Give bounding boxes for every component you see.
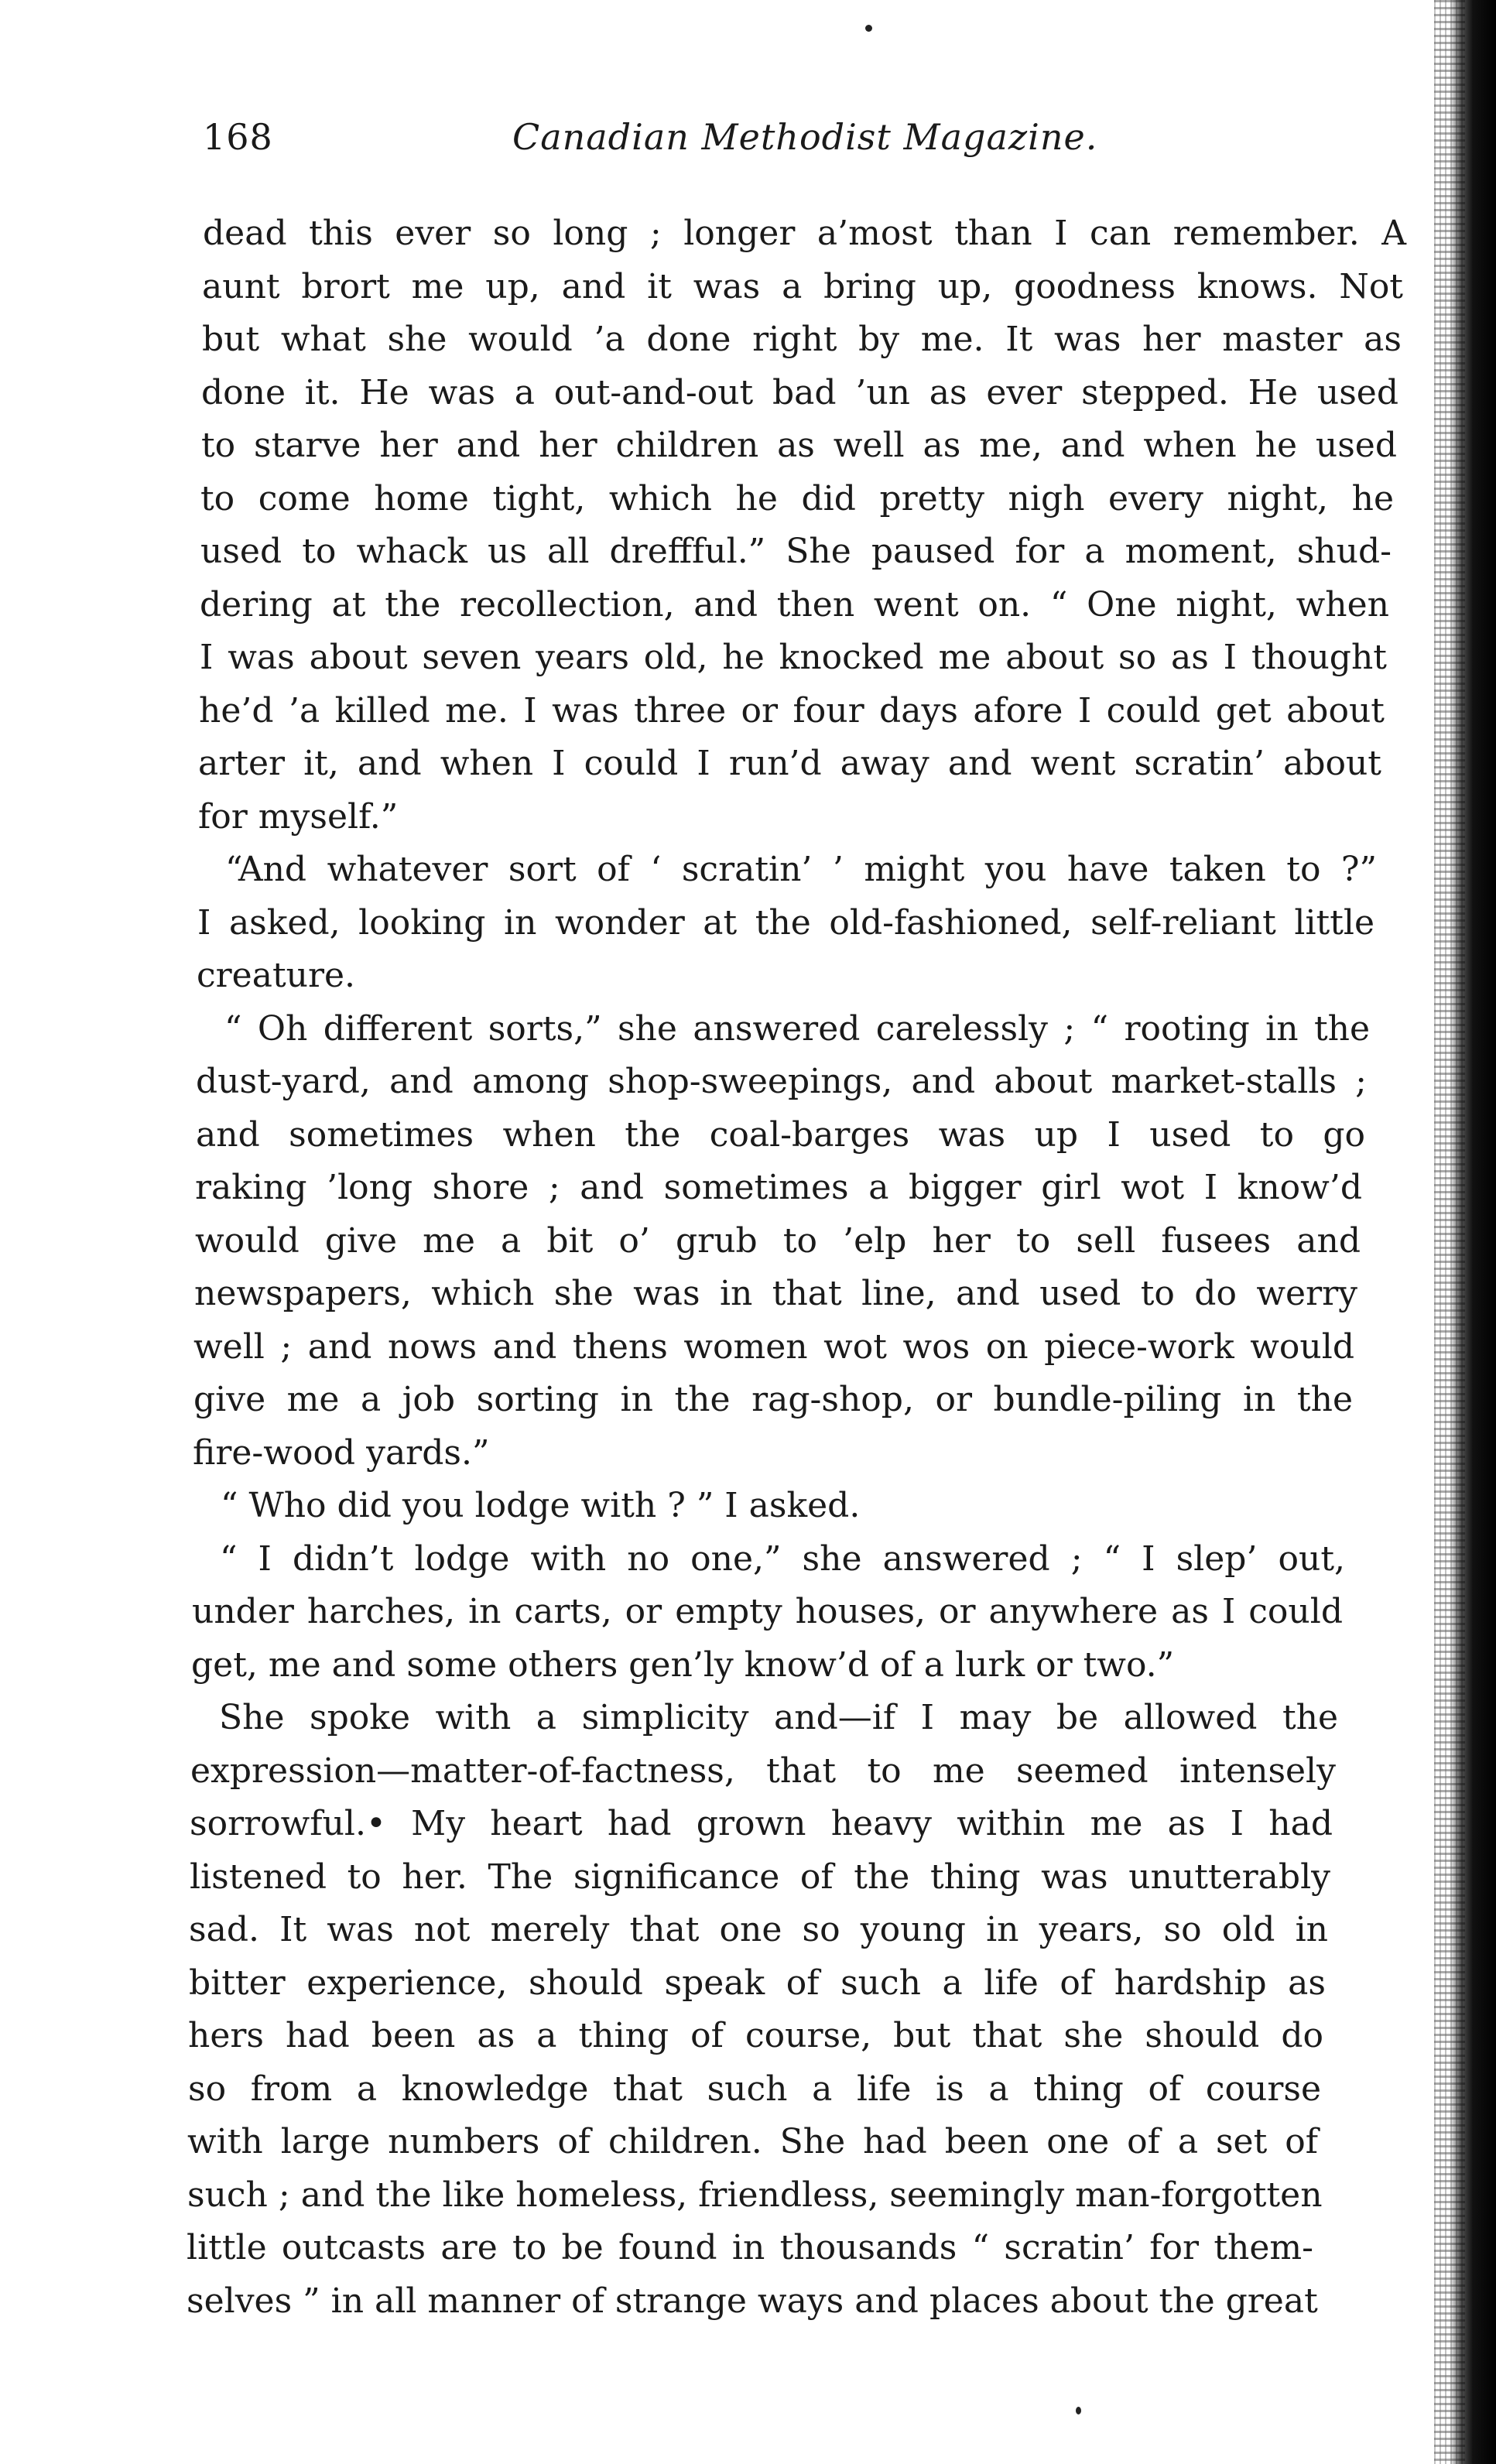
text-line: used to whack us all dreffful.” She paused for a moment, shud-: [200, 532, 1392, 571]
text-line: creature.: [197, 956, 356, 995]
text-line: sorrowful.• My heart had grown heavy within me as I had: [190, 1804, 1333, 1843]
text-line: but what she would ’a done right by me. It was her master as: [202, 320, 1402, 359]
text-line: so from a knowledge that such a life is a thing of course: [188, 2069, 1321, 2109]
running-head: [203, 116, 1193, 170]
text-line: aunt brort me up, and it was a bring up, goodness knows. Not: [202, 266, 1403, 306]
text-line: little outcasts are to be found in thousands “ scratin’ for them-: [187, 2228, 1313, 2267]
text-line: arter it, and when I could I run’d away and went scratin’ about: [198, 744, 1381, 783]
ink-speck: [1076, 2407, 1081, 2414]
ink-speck: [865, 25, 872, 32]
text-line: “ Oh different sorts,” she answered carelessly ; “ rooting in the: [224, 1008, 1370, 1049]
text-line: bitter experience, should speak of such a life of hardship as: [189, 1963, 1326, 2003]
text-line: would give me a bit o’ grub to ’elp her to sell fusees and: [195, 1220, 1361, 1261]
text-line: raking ’long shore ; and sometimes a bigger girl wot I know’d: [195, 1168, 1362, 1207]
text-line: “And whatever sort of ‘ scratin’ ’ might you have taken to ?”: [225, 850, 1377, 889]
text-line: dering at the recollection, and then went on. “ One night, when: [200, 584, 1389, 625]
text-line: I was about seven years old, he knocked me about so as I thought: [200, 638, 1387, 677]
text-line: get, me and some others gen’ly know’d of a lurk or two.”: [191, 1644, 1175, 1685]
journal-title: Canadian Methodist Magazine.: [512, 116, 1098, 158]
text-line: to come home tight, which he did pretty nigh every night, he: [200, 478, 1394, 518]
text-line: hers had been as a thing of course, but that she should do: [188, 2016, 1323, 2055]
text-line: to starve her and her children as well as me, and when he used: [201, 426, 1397, 465]
page-gutter-texture: [1434, 0, 1465, 2464]
text-line: such ; and the like homeless, friendless, seemingly man-forgotten: [187, 2175, 1323, 2215]
text-line: and sometimes when the coal-barges was up I used to go: [196, 1114, 1365, 1155]
text-line: listened to her. The significance of the thing was unutterably: [190, 1857, 1330, 1897]
text-line: for myself.”: [198, 796, 399, 837]
text-line: I asked, looking in wonder at the old-fashioned, self-reliant little: [197, 902, 1374, 943]
text-line: newspapers, which she was in that line, and used to do werry: [194, 1274, 1357, 1313]
text-line: She spoke with a simplicity and—if I may be allowed the: [219, 1698, 1338, 1737]
page-number: 168: [203, 116, 273, 158]
text-line: “ Who did you lodge with ? ” I asked.: [221, 1486, 861, 1525]
text-line: sad. It was not merely that one so young in years, so old in: [189, 1910, 1328, 1949]
text-line: selves ” in all manner of strange ways and places about the great: [187, 2281, 1318, 2321]
text-line: well ; and nows and thens women wot wos on piece-work would: [193, 1326, 1354, 1367]
text-line: dust-yard, and among shop-sweepings, and about market-stalls ;: [196, 1062, 1367, 1101]
text-line: give me a job sorting in the rag-shop, or bundle-piling in the: [193, 1380, 1353, 1419]
text-line: “ I didn’t lodge with no one,” she answered ; “ I slep’ out,: [220, 1538, 1345, 1579]
text-line: expression—matter-of-factness, that to me seemed intensely: [190, 1750, 1336, 1791]
text-line: fire-wood yards.”: [193, 1432, 490, 1473]
text-line: he’d ’a killed me. I was three or four days afore I could get about: [199, 690, 1385, 731]
text-line: dead this ever so long ; longer a’most than I can remember. A: [203, 214, 1406, 253]
text-line: done it. He was a out-and-out bad ’un as ever stepped. He used: [201, 372, 1398, 412]
text-line: with large numbers of children. She had been one of a set of: [187, 2122, 1318, 2161]
text-line: under harches, in carts, or empty houses, or anywhere as I could: [192, 1592, 1343, 1631]
